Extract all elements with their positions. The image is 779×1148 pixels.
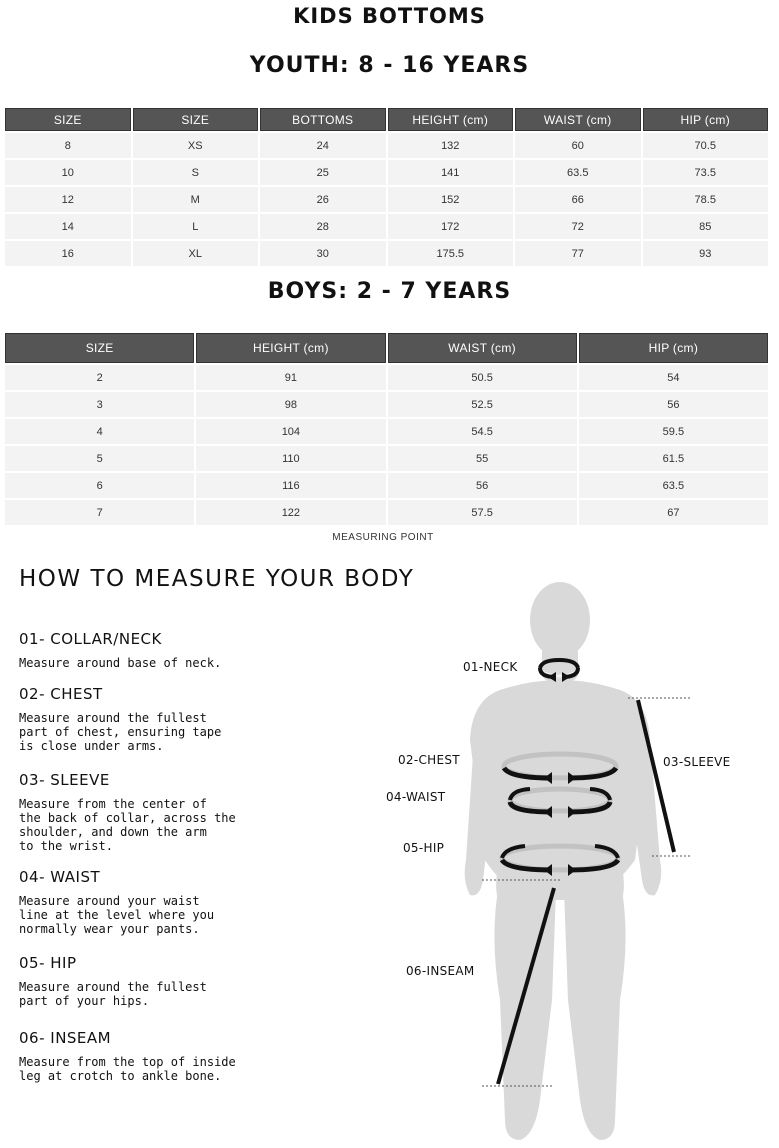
table-cell: M [133, 187, 259, 212]
table-cell: 25 [260, 160, 386, 185]
label-chest: 02-CHEST [398, 753, 460, 767]
body-figure-illustration [380, 580, 779, 1148]
measuring-point-caption: MEASURING POINT [332, 532, 434, 543]
youth-heading: YOUTH: 8 - 16 YEARS [249, 53, 530, 78]
table-cell: 116 [196, 473, 385, 498]
table-cell: 4 [5, 419, 194, 444]
table-cell: 141 [388, 160, 514, 185]
step-title-inseam: 06- INSEAM [19, 1029, 112, 1047]
table-cell: S [133, 160, 259, 185]
table-cell: 26 [260, 187, 386, 212]
table-cell: 8 [5, 133, 131, 158]
step-title-hip: 05- HIP [19, 954, 77, 972]
description-line: line at the level where you [19, 908, 215, 922]
table-cell: 93 [643, 241, 769, 266]
table-cell: 110 [196, 446, 385, 471]
table-row [5, 446, 768, 471]
table-cell: 24 [260, 133, 386, 158]
table-cell: 7 [5, 500, 194, 525]
description-line: Measure from the top of inside [19, 1055, 236, 1069]
table-cell: 72 [515, 214, 641, 239]
description-line: the back of collar, across the [19, 811, 236, 825]
label-hip: 05-HIP [403, 841, 445, 855]
table-cell: 122 [196, 500, 385, 525]
table-row [5, 419, 768, 444]
description-line: Measure around your waist [19, 894, 200, 908]
table-cell: XS [133, 133, 259, 158]
table-cell: 91 [196, 365, 385, 390]
table-cell: 73.5 [643, 160, 769, 185]
label-inseam: 06-INSEAM [406, 964, 475, 978]
step-description-sleeve [19, 797, 249, 853]
table-header-row [5, 108, 768, 131]
table-cell: 132 [388, 133, 514, 158]
table-cell: 60 [515, 133, 641, 158]
step-title-sleeve: 03- SLEEVE [19, 771, 110, 789]
step-description-inseam [19, 1055, 249, 1083]
table-cell: 3 [5, 392, 194, 417]
description-line: normally wear your pants. [19, 922, 200, 936]
column-header: BOTTOMS [260, 108, 386, 131]
description-line: Measure from the center of [19, 797, 207, 811]
step-description-hip [19, 980, 249, 1008]
description-line: part of chest, ensuring tape [19, 725, 222, 739]
step-title-chest: 02- CHEST [19, 685, 103, 703]
table-cell: 56 [388, 473, 577, 498]
column-header: HEIGHT (cm) [388, 108, 514, 131]
table-row [5, 365, 768, 390]
youth-size-table [3, 106, 770, 268]
step-description-neck [19, 656, 249, 670]
column-header: HIP (cm) [579, 333, 768, 363]
table-row [5, 241, 768, 266]
table-cell: 10 [5, 160, 131, 185]
table-cell: 54.5 [388, 419, 577, 444]
step-description-waist [19, 894, 249, 936]
table-cell: 57.5 [388, 500, 577, 525]
column-header: WAIST (cm) [515, 108, 641, 131]
column-header: SIZE [5, 333, 194, 363]
step-title-neck: 01- COLLAR/NECK [19, 630, 162, 648]
description-line: is close under arms. [19, 739, 164, 753]
column-header: WAIST (cm) [388, 333, 577, 363]
table-cell: 77 [515, 241, 641, 266]
table-row [5, 187, 768, 212]
table-row [5, 160, 768, 185]
description-line: shoulder, and down the arm [19, 825, 207, 839]
table-cell: 98 [196, 392, 385, 417]
table-cell: 85 [643, 214, 769, 239]
label-sleeve: 03-SLEEVE [663, 755, 731, 769]
table-cell: 12 [5, 187, 131, 212]
table-cell: 70.5 [643, 133, 769, 158]
table-cell: 6 [5, 473, 194, 498]
column-header: HIP (cm) [643, 108, 769, 131]
column-header: HEIGHT (cm) [196, 333, 385, 363]
description-line: Measure around the fullest [19, 980, 207, 994]
column-header: SIZE [5, 108, 131, 131]
table-row [5, 392, 768, 417]
description-line: Measure around base of neck. [19, 656, 222, 670]
description-line: Measure around the fullest [19, 711, 207, 725]
table-cell: 78.5 [643, 187, 769, 212]
description-line: part of your hips. [19, 994, 150, 1008]
table-cell: 14 [5, 214, 131, 239]
step-description-chest [19, 711, 249, 753]
table-cell: XL [133, 241, 259, 266]
table-cell: 104 [196, 419, 385, 444]
table-cell: 59.5 [579, 419, 768, 444]
table-cell: 52.5 [388, 392, 577, 417]
table-cell: 172 [388, 214, 514, 239]
label-waist: 04-WAIST [386, 790, 446, 804]
table-cell: 16 [5, 241, 131, 266]
how-to-measure-title: HOW TO MEASURE YOUR BODY [19, 566, 415, 592]
label-neck: 01-NECK [463, 660, 518, 674]
table-cell: 30 [260, 241, 386, 266]
table-cell: 2 [5, 365, 194, 390]
boys-size-table [3, 331, 770, 527]
table-cell: L [133, 214, 259, 239]
table-cell: 63.5 [515, 160, 641, 185]
table-cell: 50.5 [388, 365, 577, 390]
step-title-waist: 04- WAIST [19, 868, 101, 886]
table-cell: 63.5 [579, 473, 768, 498]
table-header-row [5, 333, 768, 363]
boys-heading: BOYS: 2 - 7 YEARS [267, 279, 512, 304]
table-cell: 5 [5, 446, 194, 471]
table-cell: 28 [260, 214, 386, 239]
table-row [5, 500, 768, 525]
description-line: to the wrist. [19, 839, 113, 853]
table-cell: 67 [579, 500, 768, 525]
table-cell: 61.5 [579, 446, 768, 471]
description-line: leg at crotch to ankle bone. [19, 1069, 222, 1083]
table-cell: 175.5 [388, 241, 514, 266]
table-cell: 54 [579, 365, 768, 390]
table-cell: 152 [388, 187, 514, 212]
page-title: KIDS BOTTOMS [293, 4, 486, 28]
table-row [5, 214, 768, 239]
table-row [5, 133, 768, 158]
column-header: SIZE [133, 108, 259, 131]
table-cell: 56 [579, 392, 768, 417]
table-row [5, 473, 768, 498]
table-cell: 66 [515, 187, 641, 212]
table-cell: 55 [388, 446, 577, 471]
